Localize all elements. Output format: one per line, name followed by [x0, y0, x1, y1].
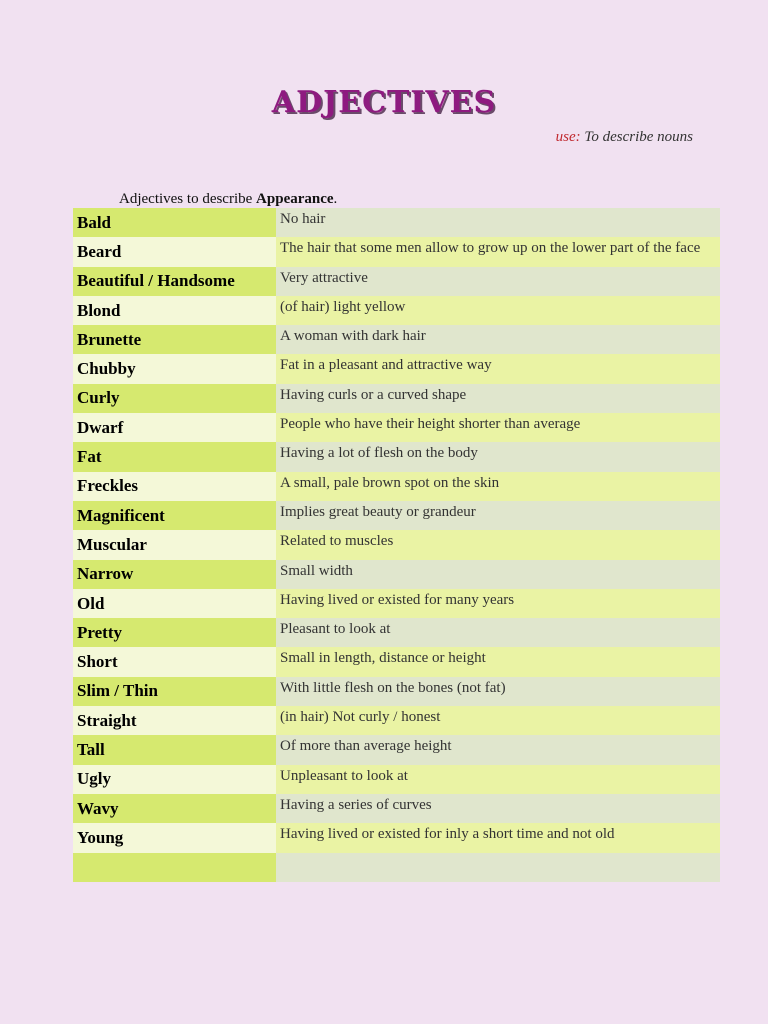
adjective-word: Freckles: [73, 472, 276, 501]
table-row: [73, 413, 720, 442]
adjective-definition: The hair that some men allow to grow up on the lower part of the face: [276, 237, 720, 266]
table-row: [73, 589, 720, 618]
table-row: [73, 472, 720, 501]
adjective-word: Wavy: [73, 794, 276, 823]
adjective-definition: Pleasant to look at: [276, 618, 720, 647]
adjective-word: Old: [73, 589, 276, 618]
table-row: [73, 384, 720, 413]
adjective-word: Straight: [73, 706, 276, 735]
adjective-definition: Fat in a pleasant and attractive way: [276, 354, 720, 383]
intro-suffix: .: [333, 191, 338, 207]
adjective-word: Pretty: [73, 618, 276, 647]
adjective-definition: (of hair) light yellow: [276, 296, 720, 325]
adjective-definition: Having a lot of flesh on the body: [276, 442, 720, 471]
table-row: [73, 647, 720, 676]
adjective-word: Curly: [73, 384, 276, 413]
adjective-definition: People who have their height shorter than average: [276, 413, 720, 442]
adjective-word: Dwarf: [73, 413, 276, 442]
adjective-word: Young: [73, 823, 276, 852]
adjective-definition: Having lived or existed for many years: [276, 589, 720, 618]
adjective-word: Beard: [73, 237, 276, 266]
adjective-definition: Related to muscles: [276, 530, 720, 559]
adjective-definition: Having a series of curves: [276, 794, 720, 823]
adjective-word: Magnificent: [73, 501, 276, 530]
usage-label: use:: [555, 129, 581, 145]
usage-note: [556, 129, 693, 146]
adjectives-table-body: [73, 208, 720, 882]
table-row: [73, 765, 720, 794]
table-row: [73, 267, 720, 296]
table-row: [73, 325, 720, 354]
adjectives-table: [73, 208, 720, 882]
table-row: [73, 823, 720, 852]
adjective-definition: [276, 853, 720, 882]
table-row: [73, 706, 720, 735]
adjective-word: Short: [73, 647, 276, 676]
adjective-word: Muscular: [73, 530, 276, 559]
usage-text: To describe nouns: [580, 129, 693, 145]
adjective-definition: Small width: [276, 560, 720, 589]
adjective-definition: A woman with dark hair: [276, 325, 720, 354]
table-row: [73, 530, 720, 559]
table-row: [73, 208, 720, 237]
adjective-definition: Of more than average height: [276, 735, 720, 764]
table-row: [73, 296, 720, 325]
intro-emphasis: Appearance: [256, 191, 334, 207]
adjective-word: Fat: [73, 442, 276, 471]
intro-prefix: Adjectives to describe: [119, 191, 257, 207]
table-row: [73, 853, 720, 882]
table-row: [73, 735, 720, 764]
table-row: [73, 560, 720, 589]
adjective-definition: Small in length, distance or height: [276, 647, 720, 676]
page-title: ADJECTIVES: [271, 85, 497, 120]
adjective-definition: With little flesh on the bones (not fat): [276, 677, 720, 706]
adjective-definition: Having lived or existed for inly a short time and not old: [276, 823, 720, 852]
table-intro: [119, 191, 337, 208]
adjective-word: Beautiful / Handsome: [73, 267, 276, 296]
adjective-definition: Implies great beauty or grandeur: [276, 501, 720, 530]
adjective-definition: (in hair) Not curly / honest: [276, 706, 720, 735]
table-row: [73, 501, 720, 530]
adjective-definition: Very attractive: [276, 267, 720, 296]
adjective-word: [73, 853, 276, 882]
table-row: [73, 794, 720, 823]
table-row: [73, 237, 720, 266]
adjective-word: Ugly: [73, 765, 276, 794]
adjective-definition: A small, pale brown spot on the skin: [276, 472, 720, 501]
adjective-word: Bald: [73, 208, 276, 237]
adjective-word: Tall: [73, 735, 276, 764]
adjective-word: Brunette: [73, 325, 276, 354]
adjective-definition: Unpleasant to look at: [276, 765, 720, 794]
table-row: [73, 354, 720, 383]
table-row: [73, 618, 720, 647]
adjective-definition: Having curls or a curved shape: [276, 384, 720, 413]
table-row: [73, 677, 720, 706]
table-row: [73, 442, 720, 471]
adjective-word: Narrow: [73, 560, 276, 589]
adjective-definition: No hair: [276, 208, 720, 237]
adjective-word: Blond: [73, 296, 276, 325]
adjective-word: Chubby: [73, 354, 276, 383]
adjective-word: Slim / Thin: [73, 677, 276, 706]
